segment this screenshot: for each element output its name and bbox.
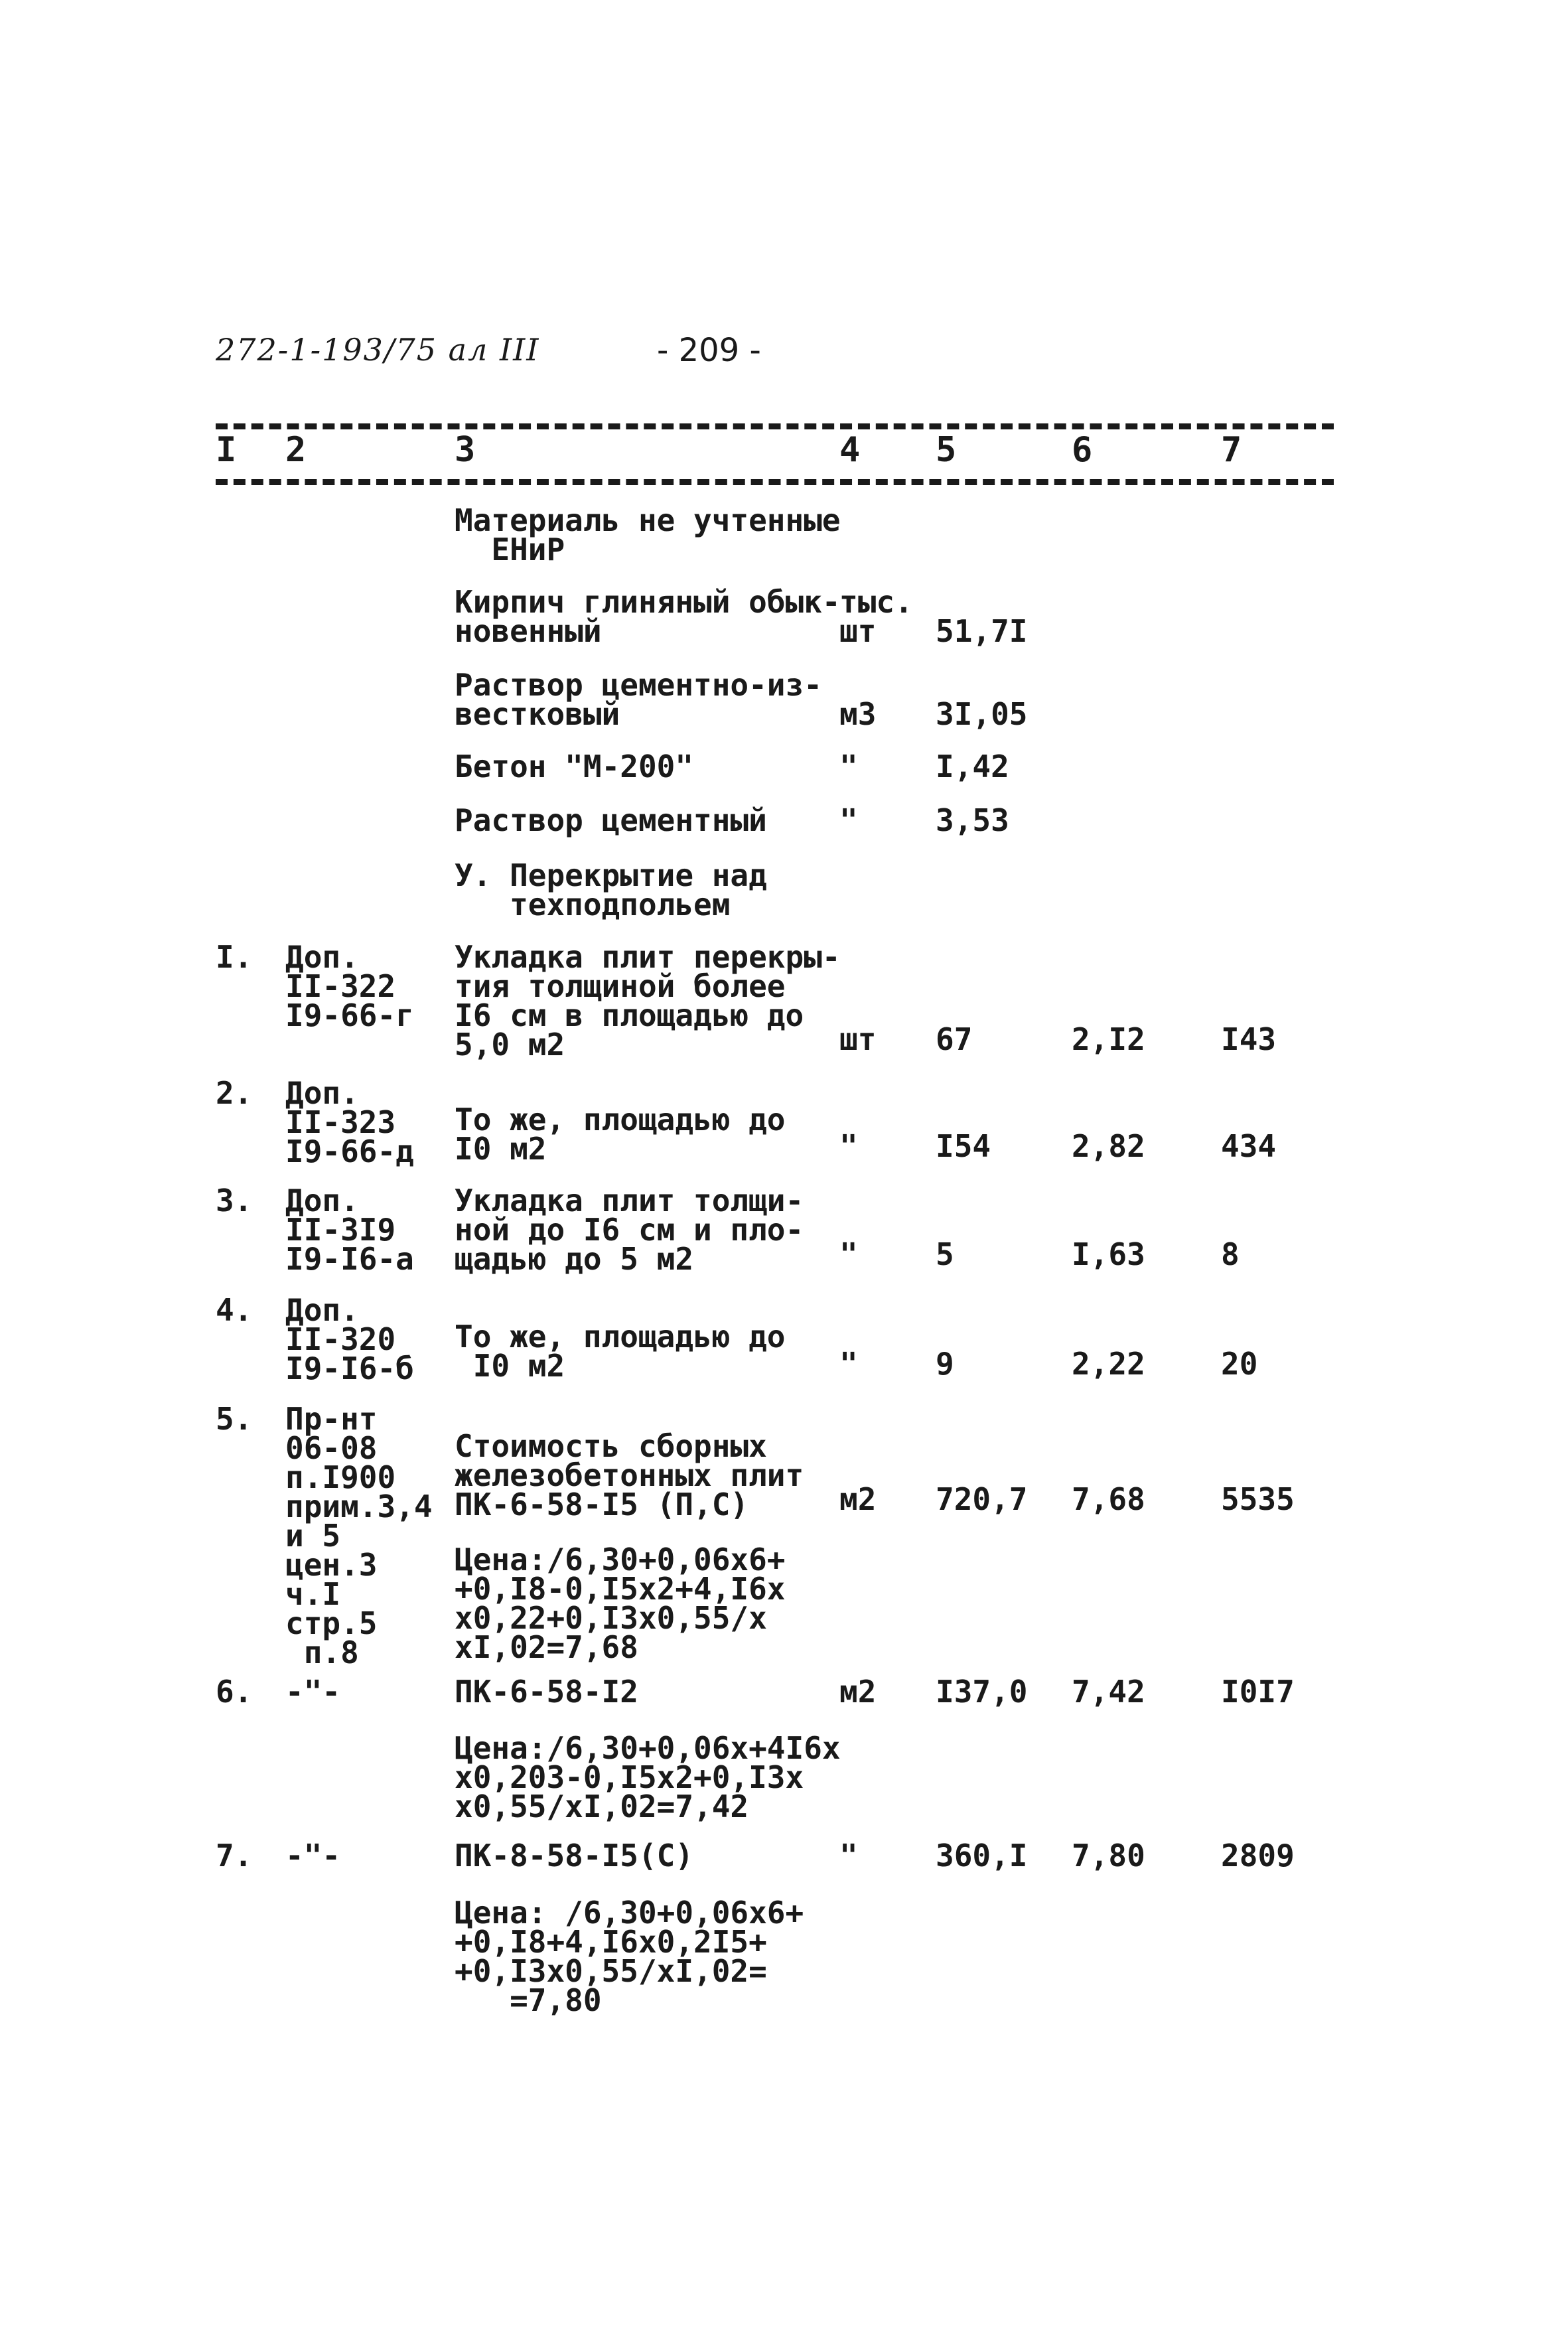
row-description: ПК-6-58-I2: [455, 1674, 638, 1710]
row-number: 6.: [216, 1674, 253, 1710]
material-unit: м3: [839, 696, 877, 732]
row-price: 2,82: [1072, 1128, 1145, 1164]
column-header-3: 3: [455, 430, 476, 470]
row-description: ПК-8-58-I5(С): [455, 1838, 694, 1874]
row-total: I43: [1221, 1021, 1277, 1057]
row-quantity: I37,0: [936, 1674, 1028, 1710]
row-number: I.: [216, 939, 253, 975]
row-quantity: 720,7: [936, 1481, 1028, 1517]
row-unit: ": [839, 1838, 858, 1874]
row-price: I,63: [1072, 1236, 1145, 1272]
row-unit: м2: [839, 1674, 877, 1710]
row-quantity: 360,I: [936, 1838, 1028, 1874]
row-unit: шт: [839, 1021, 877, 1057]
column-header-6: 6: [1072, 430, 1093, 470]
material-qty: I,42: [936, 749, 1009, 784]
row-unit: м2: [839, 1481, 877, 1517]
materials-heading: Материаль не учтенные ЕНиР: [455, 502, 841, 567]
section-heading: У. Перекрытие над техподпольем: [455, 857, 767, 922]
row-total: I0I7: [1221, 1674, 1295, 1710]
row-unit: ": [839, 1346, 858, 1382]
row-reference: Доп. II-3I9 I9-I6-а: [285, 1183, 414, 1277]
row-quantity: 5: [936, 1236, 954, 1272]
price-calculation: Цена:/6,30+0,06х+4I6х х0,203-0,I5х2+0,I3х х0,55/хI,02=7,42: [455, 1730, 841, 1824]
row-quantity: 9: [936, 1346, 954, 1382]
row-price: 2,I2: [1072, 1021, 1145, 1057]
price-calculation: Цена: /6,30+0,06х6+ +0,I8+4,I6х0,2I5+ +0,I3х0,55/хI,02= =7,80: [455, 1895, 804, 2018]
column-header-5: 5: [936, 430, 957, 470]
document-reference: 272-1-193/75 ал III: [216, 332, 540, 368]
material-unit: ": [839, 749, 858, 784]
row-total: 5535: [1221, 1481, 1295, 1517]
material-name: Раствор цементный: [455, 802, 767, 838]
row-reference: Доп. II-320 I9-I6-б: [285, 1292, 414, 1386]
row-reference: Доп. II-322 I9-66-г: [285, 939, 414, 1033]
row-unit: ": [839, 1128, 858, 1164]
row-reference: Пр-нт 06-08 п.I900 прим.3,4 и 5 цен.3 ч.I стр.5 п.8: [285, 1401, 433, 1670]
row-reference: -"-: [285, 1838, 341, 1874]
row-number: 4.: [216, 1292, 253, 1328]
row-description: То же, площадью до I0 м2: [455, 1102, 786, 1167]
row-price: 7,42: [1072, 1674, 1145, 1710]
row-description: Укладка плит толщи- ной до I6 см и пло- щадью до 5 м2: [455, 1183, 804, 1277]
column-header-4: 4: [839, 430, 861, 470]
row-number: 7.: [216, 1838, 253, 1874]
row-number: 2.: [216, 1075, 253, 1111]
material-name: Бетон "М-200": [455, 749, 694, 784]
material-qty: 3,53: [936, 802, 1009, 838]
material-unit: ": [839, 802, 858, 838]
table-header-rule: [216, 479, 1334, 485]
column-header-7: 7: [1221, 430, 1242, 470]
row-price: 2,22: [1072, 1346, 1145, 1382]
row-price: 7,68: [1072, 1481, 1145, 1517]
row-description: Стоимость сборных железобетонных плит ПК-6-58-I5 (П,С): [455, 1428, 804, 1522]
row-price: 7,80: [1072, 1838, 1145, 1874]
table-top-rule: [216, 423, 1334, 429]
row-unit: ": [839, 1236, 858, 1272]
row-description: Укладка плит перекры- тия толщиной более I6 см в площадью до 5,0 м2: [455, 939, 841, 1063]
row-total: 2809: [1221, 1838, 1295, 1874]
material-name: Раствор цементно-из- вестковый: [455, 667, 822, 732]
row-total: 8: [1221, 1236, 1240, 1272]
row-number: 3.: [216, 1183, 253, 1218]
material-name: Кирпич глиняный обык- новенный: [455, 584, 841, 649]
material-qty: 3I,05: [936, 696, 1028, 732]
page-number: - 209 -: [657, 332, 761, 369]
row-reference: Доп. II-323 I9-66-д: [285, 1075, 414, 1169]
row-quantity: I54: [936, 1128, 991, 1164]
row-total: 20: [1221, 1346, 1258, 1382]
material-unit: тыс. шт: [839, 584, 913, 649]
row-description: То же, площадью до I0 м2: [455, 1319, 786, 1384]
row-total: 434: [1221, 1128, 1277, 1164]
row-reference: -"-: [285, 1674, 341, 1710]
row-quantity: 67: [936, 1021, 973, 1057]
column-header-2: 2: [285, 430, 307, 470]
column-header-1: I: [216, 430, 237, 470]
material-qty: 51,7I: [936, 613, 1028, 649]
row-number: 5.: [216, 1401, 253, 1437]
price-calculation: Цена:/6,30+0,06х6+ +0,I8-0,I5х2+4,I6х х0,22+0,I3х0,55/х хI,02=7,68: [455, 1542, 786, 1665]
